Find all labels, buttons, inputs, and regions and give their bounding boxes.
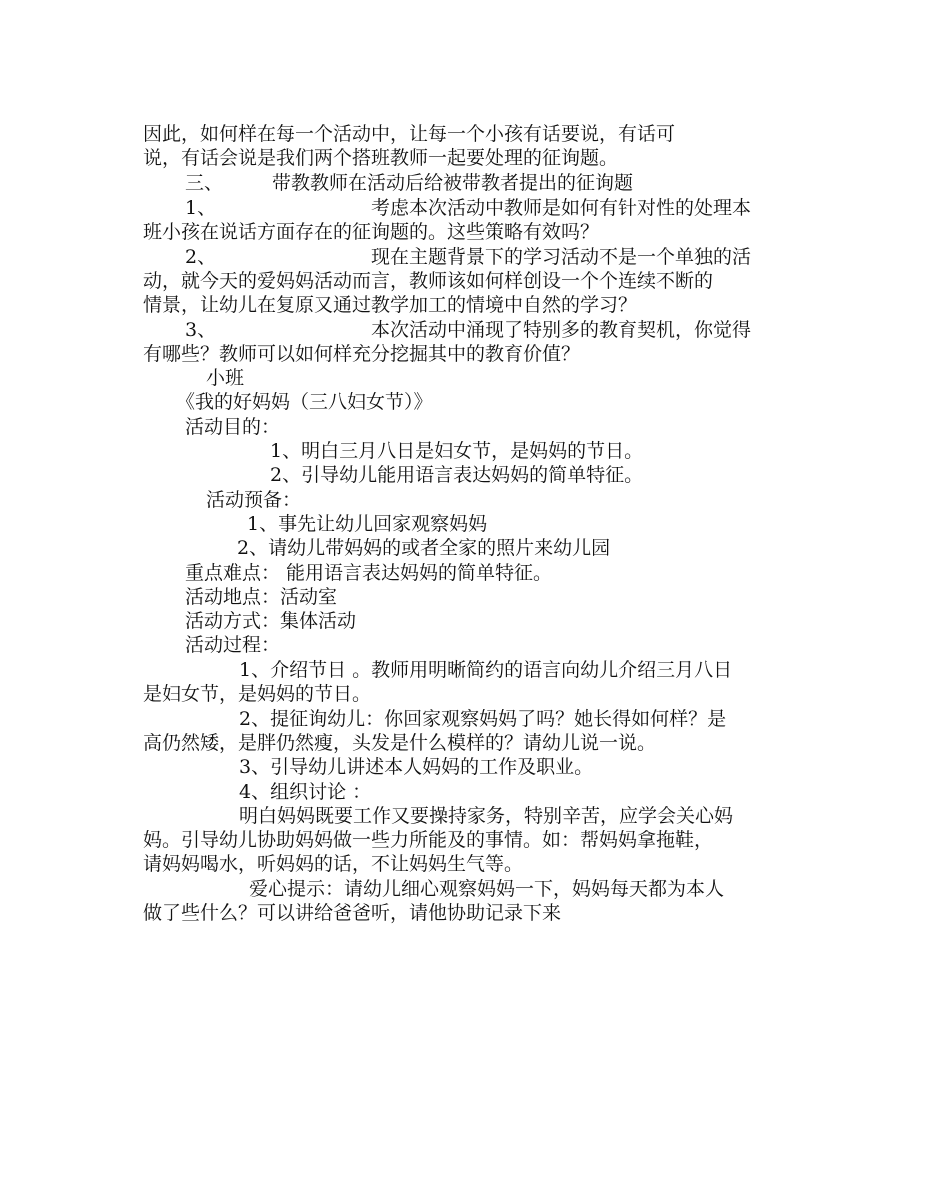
paragraph-line: 明白妈妈既要工作又要操持家务，特别辛苦，应学会关心妈 [239, 805, 734, 827]
paragraph-line: 本次活动中涌现了特别多的教育契机，你觉得 [371, 319, 752, 341]
key-point: 重点难点： 能用语言表达妈妈的简单特征。 [185, 562, 553, 584]
prep-item: 2、请幼儿带妈妈的或者全家的照片来幼儿园 [237, 537, 611, 559]
goal-item: 2、引导幼儿能用语言表达妈妈的简单特征。 [270, 464, 644, 486]
goal-heading: 活动目的： [185, 416, 281, 438]
process-step: 3、引导幼儿讲述本人妈妈的工作及职业。 [239, 756, 594, 778]
process-step: 1、介绍节日 。教师用明晰简约的语言向幼儿介绍三月八日 [239, 659, 733, 681]
paragraph-line: 请妈妈喝水，听妈妈的话，不让妈妈生气等。 [143, 853, 524, 875]
process-step: 2、提征询幼儿：你回家观察妈妈了吗？她长得如何样？是 [239, 708, 727, 730]
process-step: 高仍然矮，是胖仍然瘦，头发是什么模样的？请幼儿说一说。 [143, 732, 657, 754]
activity-place: 活动地点：活动室 [185, 586, 338, 608]
question-number: 3、 [185, 319, 217, 341]
document-title: 《我的好妈妈（三八妇女节）》 [176, 391, 433, 413]
tip-line: 做了些什么？可以讲给爸爸听，请他协助记录下来 [143, 902, 562, 924]
paragraph-line: 妈。引导幼儿协助妈妈做一些力所能及的事情。如：帮妈妈拿拖鞋， [143, 829, 714, 851]
paragraph-line: 情景，让幼儿在复原又通过教学加工的情境中自然的学习？ [143, 294, 638, 316]
paragraph-line: 现在主题背景下的学习活动不是一个单独的活 [371, 246, 752, 268]
paragraph-line: 班小孩在说话方面存在的征询题的。这些策略有效吗？ [143, 221, 600, 243]
process-step: 是妇女节，是妈妈的节日。 [143, 683, 372, 705]
paragraph-line: 有哪些？教师可以如何样充分挖掘其中的教育价值？ [143, 343, 581, 365]
section-number: 三、 [185, 172, 224, 194]
process-step: 4、组织讨论 ： [239, 781, 372, 803]
question-number: 1、 [185, 197, 217, 219]
section-heading: 带教教师在活动后给被带教者提出的征询题 [272, 172, 634, 194]
activity-mode: 活动方式：集体活动 [185, 610, 357, 632]
paragraph-line: 动，就今天的爱妈妈活动而言，教师该如何样创设一个个连续不断的 [143, 270, 714, 292]
process-heading: 活动过程： [185, 634, 281, 656]
class-label: 小班 [206, 367, 245, 389]
paragraph-line: 考虑本次活动中教师是如何有针对性的处理本 [371, 197, 752, 219]
question-number: 2、 [185, 246, 217, 268]
paragraph-line: 因此，如何样在每一个活动中，让每一个小孩有话要说，有话可 [143, 123, 676, 145]
tip-line: 爱心提示：请幼儿细心观察妈妈一下，妈妈每天都为本人 [249, 878, 725, 900]
prep-item: 1、事先让幼儿回家观察妈妈 [247, 513, 488, 535]
goal-item: 1、明白三月八日是妇女节，是妈妈的节日。 [270, 440, 644, 462]
paragraph-line: 说，有话会说是我们两个搭班教师一起要处理的征询题。 [143, 147, 619, 169]
prep-heading: 活动预备： [206, 489, 302, 511]
